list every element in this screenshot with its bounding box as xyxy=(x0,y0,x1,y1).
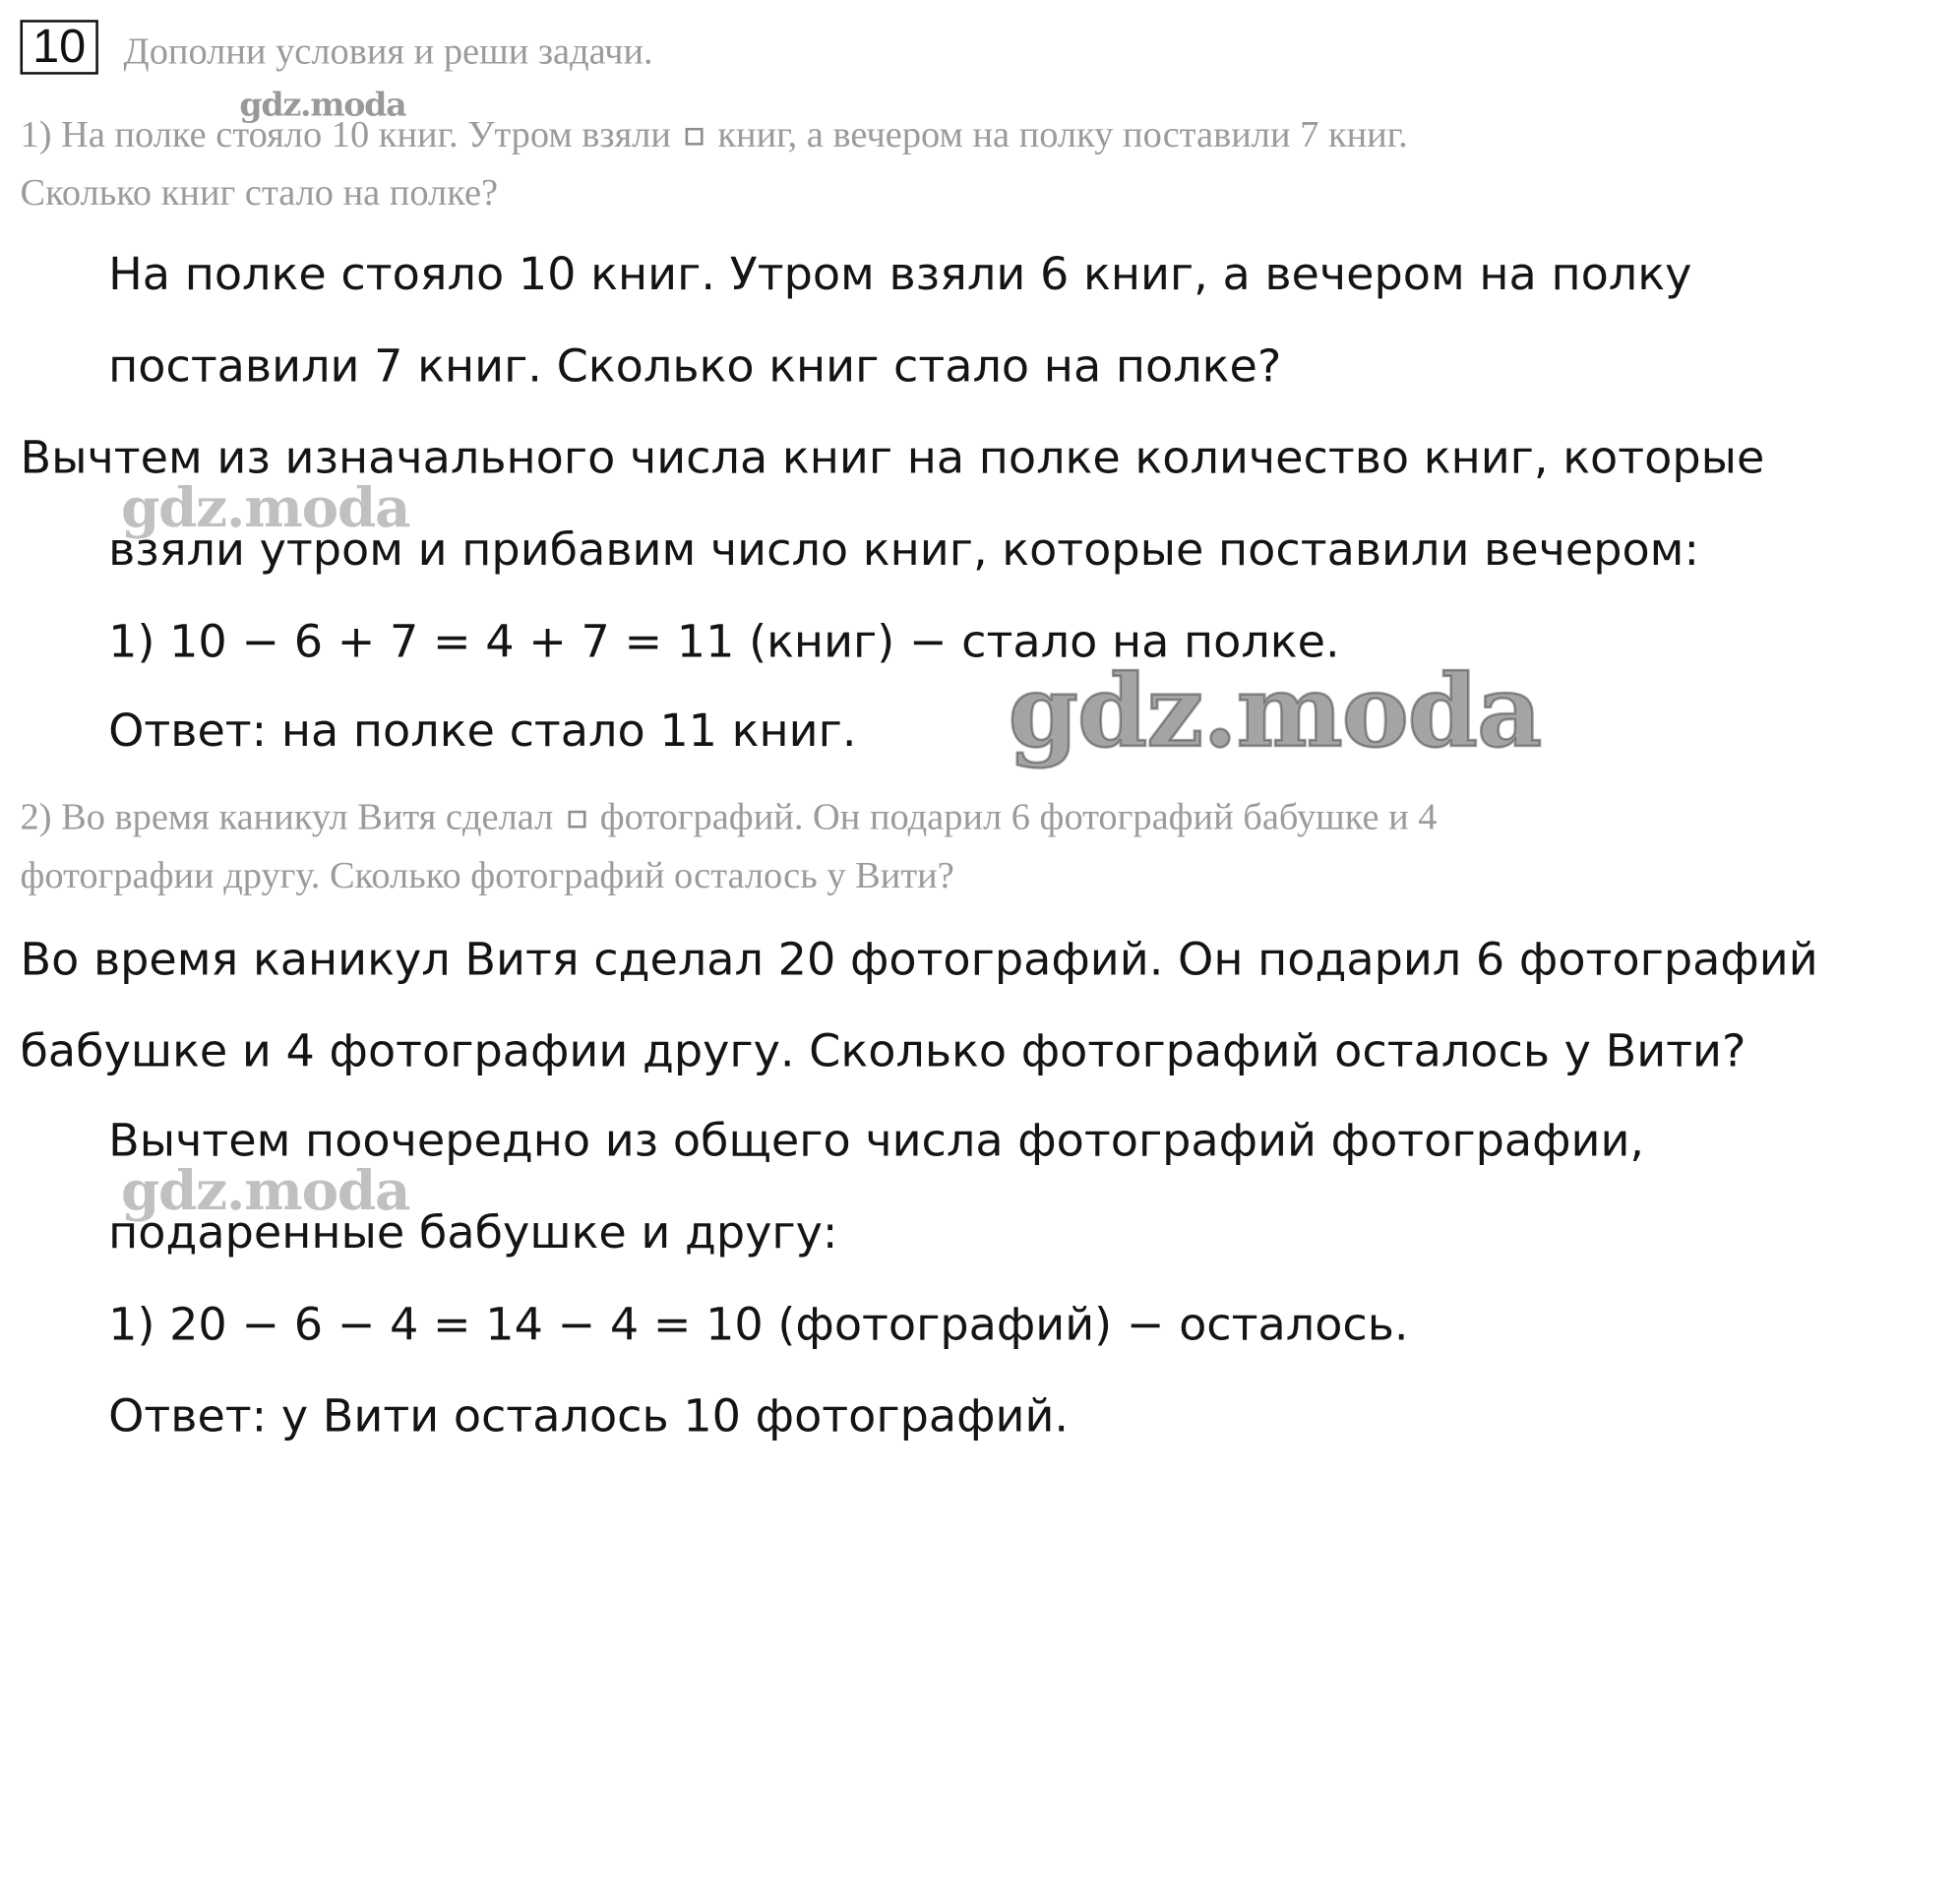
problem1-prompt-part-a: 1) На полке стояло 10 книг. Утром взяли xyxy=(20,114,671,155)
problem2-prompt-part-a: 2) Во время каникул Витя сделал xyxy=(20,796,554,838)
problem2-explanation-line2: подаренные бабушке и другу: xyxy=(108,1207,838,1259)
problem1-prompt-line2: Сколько книг стало на полке? xyxy=(20,172,499,214)
task-number: 10 xyxy=(20,20,97,75)
watermark-medium-1: gdz.moda xyxy=(120,476,410,540)
problem2-explanation-line1: Вычтем поочередно из общего числа фотографий фотографии, xyxy=(108,1116,1645,1167)
problem1-solution: 1) 10 − 6 + 7 = 4 + 7 = 11 (книг) − стало на полке. xyxy=(108,617,1340,668)
watermark-medium-2: gdz.moda xyxy=(120,1159,410,1223)
problem1-prompt-line1 xyxy=(20,114,1407,156)
problem2-prompt-part-b: фотографий. Он подарил 6 фотографий бабушке и 4 xyxy=(599,796,1438,838)
problem1-condition-line1: На полке стояло 10 книг. Утром взяли 6 книг, а вечером на полку xyxy=(108,249,1692,301)
problem2-answer: Ответ: у Вити осталось 10 фотографий. xyxy=(108,1391,1070,1443)
watermark-small: gdz.moda xyxy=(239,87,406,125)
problem1-condition-line2: поставили 7 книг. Сколько книг стало на полке? xyxy=(108,340,1282,393)
problem2-condition-line2: бабушке и 4 фотографии другу. Сколько фотографий осталось у Вити? xyxy=(20,1026,1746,1078)
problem1-prompt-part-b: книг, а вечером на полку поставили 7 книг. xyxy=(717,114,1408,155)
watermark-large: gdz.moda xyxy=(1008,652,1542,770)
blank-box-icon xyxy=(568,811,585,829)
problem1-explanation-line1: Вычтем из изначального числа книг на полке количество книг, которые xyxy=(20,433,1765,485)
problem2-solution: 1) 20 − 6 − 4 = 14 − 4 = 10 (фотографий) − осталось. xyxy=(108,1299,1409,1351)
problem2-prompt-line2: фотографии другу. Сколько фотографий осталось у Вити? xyxy=(20,855,954,896)
problem1-explanation-line2: взяли утром и прибавим число книг, которые поставили вечером: xyxy=(108,524,1699,577)
blank-box-icon xyxy=(686,128,704,146)
problem2-prompt-line1 xyxy=(20,797,1437,839)
problem2-condition-line1: Во время каникул Витя сделал 20 фотографий. Он подарил 6 фотографий xyxy=(20,934,1818,986)
problem1-answer: Ответ: на полке стало 11 книг. xyxy=(108,706,857,758)
task-title: Дополни условия и реши задачи. xyxy=(123,31,653,73)
